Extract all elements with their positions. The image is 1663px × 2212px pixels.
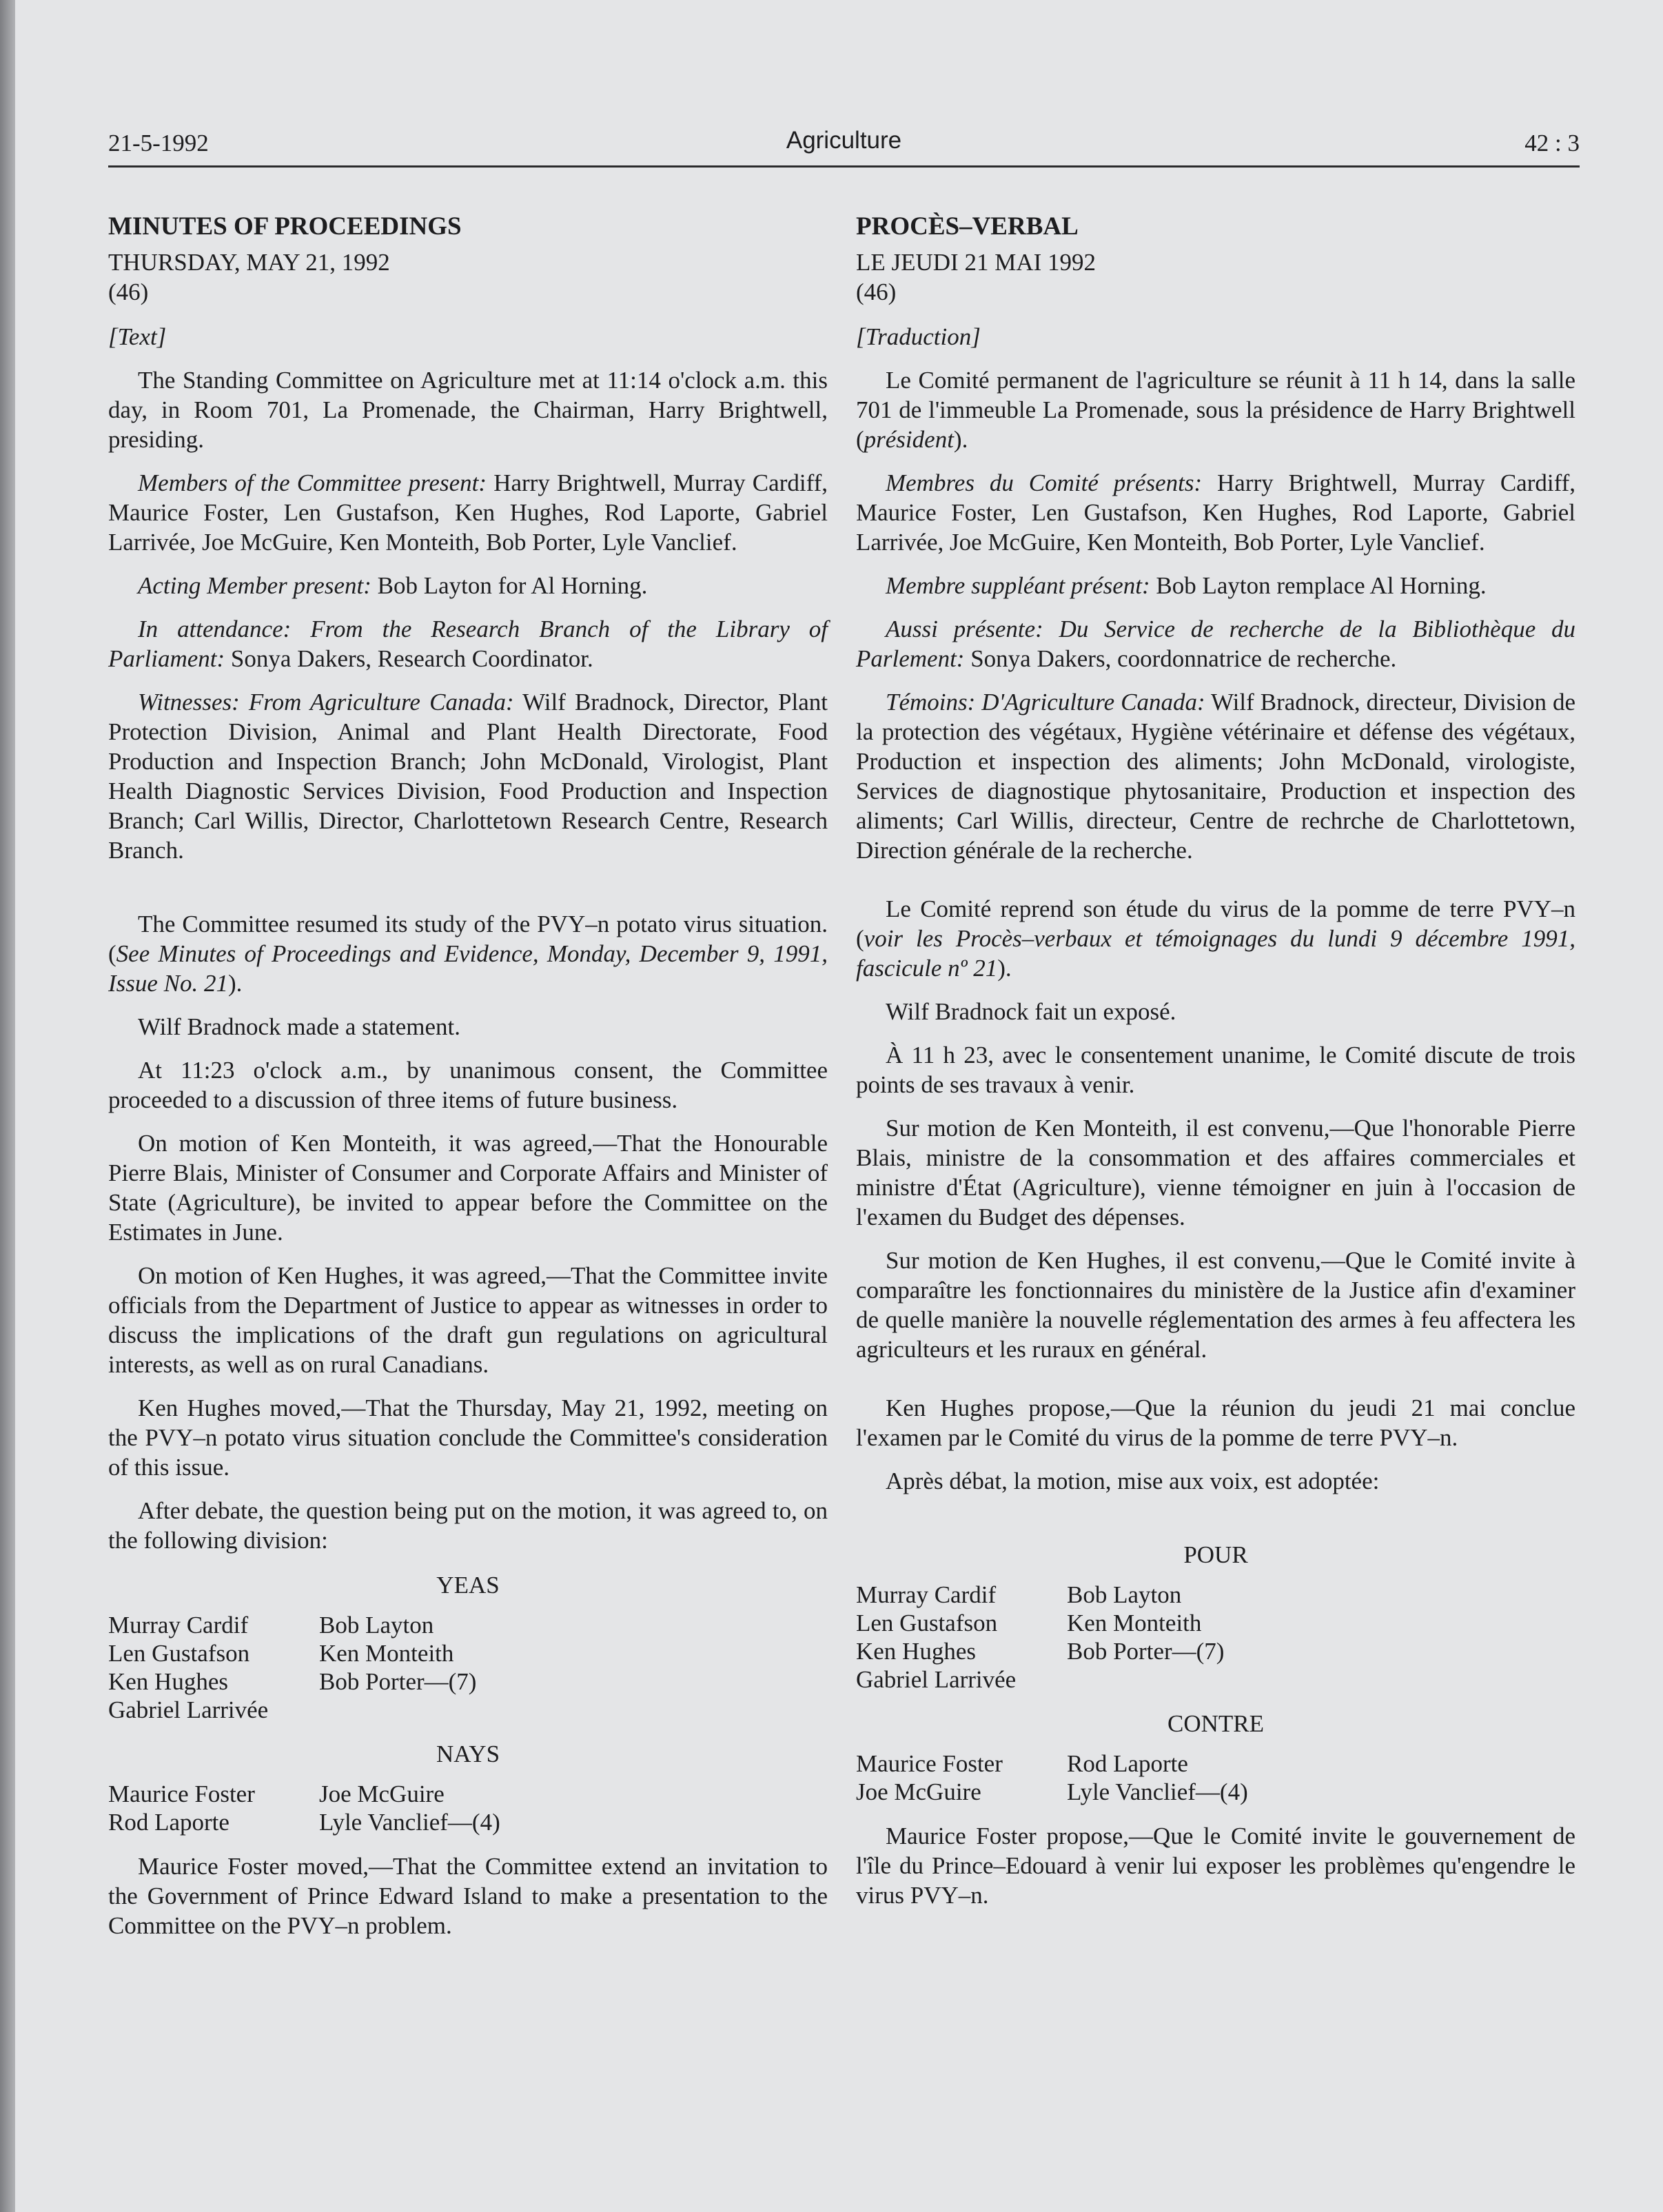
vote-name: Ken Monteith xyxy=(319,1640,454,1667)
members-paragraph xyxy=(856,468,1575,557)
language-note: [Text] xyxy=(108,323,167,350)
acting-label: Membre suppléant présent: xyxy=(886,572,1150,599)
statement-paragraph: Wilf Bradnock made a statement. xyxy=(138,1013,461,1040)
resumed-paragraph xyxy=(856,894,1575,983)
vote-name xyxy=(319,1696,622,1724)
acting-member-paragraph xyxy=(108,571,828,600)
vote-name: Murray Cardif xyxy=(108,1612,249,1638)
vote-name: Ken Hughes xyxy=(856,1638,976,1665)
motion-paragraph: Ken Hughes moved,—That the Thursday, May 21, 1992, meeting on the PVY–n potato virus situation conclude the Committee's consideration of this issue. xyxy=(108,1394,828,1481)
page-number: 42 : 3 xyxy=(1524,130,1580,156)
future-business-paragraph: At 11:23 o'clock a.m., by unanimous consent, the Committee proceeded to a discussion of three items of future business. xyxy=(108,1057,828,1113)
vote-name: Bob Layton xyxy=(1067,1581,1182,1608)
acting-text: Bob Layton for Al Horning. xyxy=(371,572,648,599)
resumed-paragraph xyxy=(108,909,828,998)
vote-name: Bob Porter—(7) xyxy=(319,1668,477,1695)
page-spine xyxy=(0,0,15,2212)
vote-name: Rod Laporte xyxy=(108,1809,229,1836)
attendance-label: In attendance: From the Research Branch of the Library of Parliament: xyxy=(108,616,828,672)
opening-paragraph: The Standing Committee on Agriculture met at 11:14 o'clock a.m. this day, in Room 701, La Promenade, the Chairman, Harry Brightwell, presiding. xyxy=(108,367,828,453)
resumed-reference: voir les Procès–verbaux et témoignages du lundi 9 décembre 1991, fascicule nº 21 xyxy=(856,925,1575,982)
motion-paragraph: On motion of Ken Hughes, it was agreed,—That the Committee invite officials from the Department of Justice to appear as witnesses in order to discuss the implications of the draft gun regulations on agricultural interests, as well as on rural Canadians. xyxy=(108,1262,828,1378)
members-label: Membres du Comité présents: xyxy=(886,469,1203,496)
chair-role: président xyxy=(864,426,954,453)
meeting-date: THURSDAY, MAY 21, 1992 xyxy=(108,249,390,276)
header-title: Agriculture xyxy=(786,127,902,154)
nays-list xyxy=(856,1749,1575,1806)
attendance-label: Aussi présente: Du Service de recherche de la Bibliothèque du Parlement: xyxy=(856,616,1575,672)
witnesses-label: Witnesses: From Agriculture Canada: xyxy=(138,689,514,716)
opening-end: ). xyxy=(953,426,968,453)
vote-name: Ken Monteith xyxy=(1067,1610,1202,1636)
resumed-end: ). xyxy=(228,970,243,997)
debate-paragraph: Après débat, la motion, mise aux voix, est adoptée: xyxy=(886,1468,1380,1494)
vote-name: Len Gustafson xyxy=(856,1610,998,1636)
future-business-paragraph: À 11 h 23, avec le consentement unanime, le Comité discute de trois points de ses travaux à venir. xyxy=(856,1042,1575,1098)
resumed-end: ). xyxy=(997,955,1012,982)
meeting-info xyxy=(856,247,1575,307)
opening-text: Le Comité permanent de l'agriculture se réunit à 11 h 14, dans la salle 701 de l'immeuble La Promenade, sous la présidence de Harry Brightwell ( xyxy=(856,367,1575,453)
vote-name: Rod Laporte xyxy=(1067,1750,1188,1777)
vote-name xyxy=(1067,1665,1370,1694)
yeas-list xyxy=(108,1611,828,1724)
members-text: Harry Brightwell, Murray Cardiff, Maurice Foster, Len Gustafson, Ken Hughes, Rod Laporte, Gabriel Larrivée, Joe McGuire, Ken Monteith, Bob Porter, Lyle Vanclief. xyxy=(856,469,1576,556)
vote-name: Bob Porter—(7) xyxy=(1067,1638,1225,1665)
french-column xyxy=(856,210,1575,1924)
motion-paragraph: On motion of Ken Monteith, it was agreed,—That the Honourable Pierre Blais, Minister of Consumer and Corporate Affairs and Minister of State (Agriculture), be invited to appear before the Committee on the Estimates in June. xyxy=(108,1130,828,1246)
witnesses-label: Témoins: D'Agriculture Canada: xyxy=(886,689,1205,716)
motion-paragraph: Sur motion de Ken Monteith, il est convenu,—Que l'honorable Pierre Blais, ministre de la consommation et des affaires commerciales et ministre d'État (Agriculture), vienne témoigner en juin à l'occasion de l'examen du Budget des dépenses. xyxy=(856,1115,1575,1230)
attendance-text: Sonya Dakers, Research Coordinator. xyxy=(225,645,593,672)
header-date: 21-5-1992 xyxy=(108,130,209,156)
vote-name: Joe McGuire xyxy=(856,1778,981,1805)
members-text: Harry Brightwell, Murray Cardiff, Maurice Foster, Len Gustafson, Ken Hughes, Rod Laporte, Gabriel Larrivée, Joe McGuire, Ken Monteith, Bob Porter, Lyle Vanclief. xyxy=(108,469,828,556)
meeting-info xyxy=(108,247,828,307)
meeting-number: (46) xyxy=(108,278,149,305)
debate-paragraph: After debate, the question being put on the motion, it was agreed to, on the following division: xyxy=(108,1497,828,1554)
language-note: [Traduction] xyxy=(856,323,981,350)
acting-member-paragraph xyxy=(856,571,1575,600)
vote-name: Murray Cardif xyxy=(856,1581,997,1608)
vote-name: Maurice Foster xyxy=(108,1780,255,1807)
vote-name: Gabriel Larrivée xyxy=(856,1666,1017,1693)
vote-name: Joe McGuire xyxy=(319,1780,445,1807)
acting-label: Acting Member present: xyxy=(138,572,371,599)
attendance-text: Sonya Dakers, coordonnatrice de recherche. xyxy=(964,645,1397,672)
motion-paragraph: Ken Hughes propose,—Que la réunion du jeudi 21 mai conclue l'examen par le Comité du virus de la pomme de terre PVY–n. xyxy=(856,1394,1575,1451)
witnesses-text: Wilf Bradnock, Director, Plant Protection Division, Animal and Plant Health Directorate, Food Production and Inspection Branch; John McDonald, Virologist, Plant Health Diagnostic Services Division, Food Production and Inspection Branch; Carl Willis, Director, Charlottetown Research Centre, Research Branch. xyxy=(108,689,828,864)
vote-name: Lyle Vanclief—(4) xyxy=(319,1809,500,1836)
resumed-text: Le Comité reprend son étude du virus de la pomme de terre PVY–n ( xyxy=(856,895,1575,952)
nays-list xyxy=(108,1780,828,1836)
motion-paragraph: Sur motion de Ken Hughes, il est convenu,—Que le Comité invite à comparaître les fonctionnaires du ministère de la Justice afin d'examiner de quelle manière la nouvelle réglementation des armes à feu affectera les agriculteurs et les ruraux en général. xyxy=(856,1247,1575,1363)
motion-paragraph: Maurice Foster propose,—Que le Comité invite le gouvernement de l'île du Prince–Edouard à venir lui exposer les problèmes qu'engendre le virus PVY–n. xyxy=(856,1823,1575,1909)
witnesses-paragraph xyxy=(856,687,1575,865)
vote-name: Len Gustafson xyxy=(108,1640,250,1667)
resumed-reference: See Minutes of Proceedings and Evidence, Monday, December 9, 1991, Issue No. 21 xyxy=(108,940,828,997)
opening-paragraph xyxy=(856,365,1575,454)
vote-name: Gabriel Larrivée xyxy=(108,1696,269,1723)
running-header xyxy=(108,127,1580,168)
vote-name: Lyle Vanclief—(4) xyxy=(1067,1778,1248,1805)
yeas-list xyxy=(856,1581,1575,1694)
resumed-text: The Committee resumed its study of the PVY–n potato virus situation. ( xyxy=(108,911,828,967)
section-heading: MINUTES OF PROCEEDINGS xyxy=(108,212,462,241)
meeting-number: (46) xyxy=(856,278,897,305)
yeas-title: POUR xyxy=(1183,1541,1248,1568)
members-label: Members of the Committee present: xyxy=(138,469,487,496)
attendance-paragraph xyxy=(108,614,828,673)
nays-title: NAYS xyxy=(436,1741,500,1767)
vote-name: Ken Hughes xyxy=(108,1668,228,1695)
meeting-date: LE JEUDI 21 MAI 1992 xyxy=(856,249,1096,276)
attendance-paragraph xyxy=(856,614,1575,673)
vote-name: Bob Layton xyxy=(319,1612,434,1638)
acting-text: Bob Layton remplace Al Horning. xyxy=(1150,572,1487,599)
statement-paragraph: Wilf Bradnock fait un exposé. xyxy=(886,998,1176,1025)
motion-paragraph: Maurice Foster moved,—That the Committee extend an invitation to the Government of Prince Edward Island to make a presentation to the Committee on the PVY–n problem. xyxy=(108,1853,828,1939)
witnesses-paragraph xyxy=(108,687,828,865)
nays-title: CONTRE xyxy=(1167,1710,1264,1737)
section-heading: PROCÈS–VERBAL xyxy=(856,212,1079,241)
yeas-title: YEAS xyxy=(436,1572,500,1599)
english-column xyxy=(108,210,828,1954)
members-paragraph xyxy=(108,468,828,557)
witnesses-text: Wilf Bradnock, directeur, Division de la protection des végétaux, Hygiène vétérinaire et défense des végétaux, Production et inspection des aliments; John McDonald, virologiste, Services de diagnostique phytosanitaire, Production et inspection des aliments; Carl Willis, directeur, Centre de rechrche de Charlottetown, Direction générale de la recherche. xyxy=(856,689,1575,864)
vote-name: Maurice Foster xyxy=(856,1750,1003,1777)
